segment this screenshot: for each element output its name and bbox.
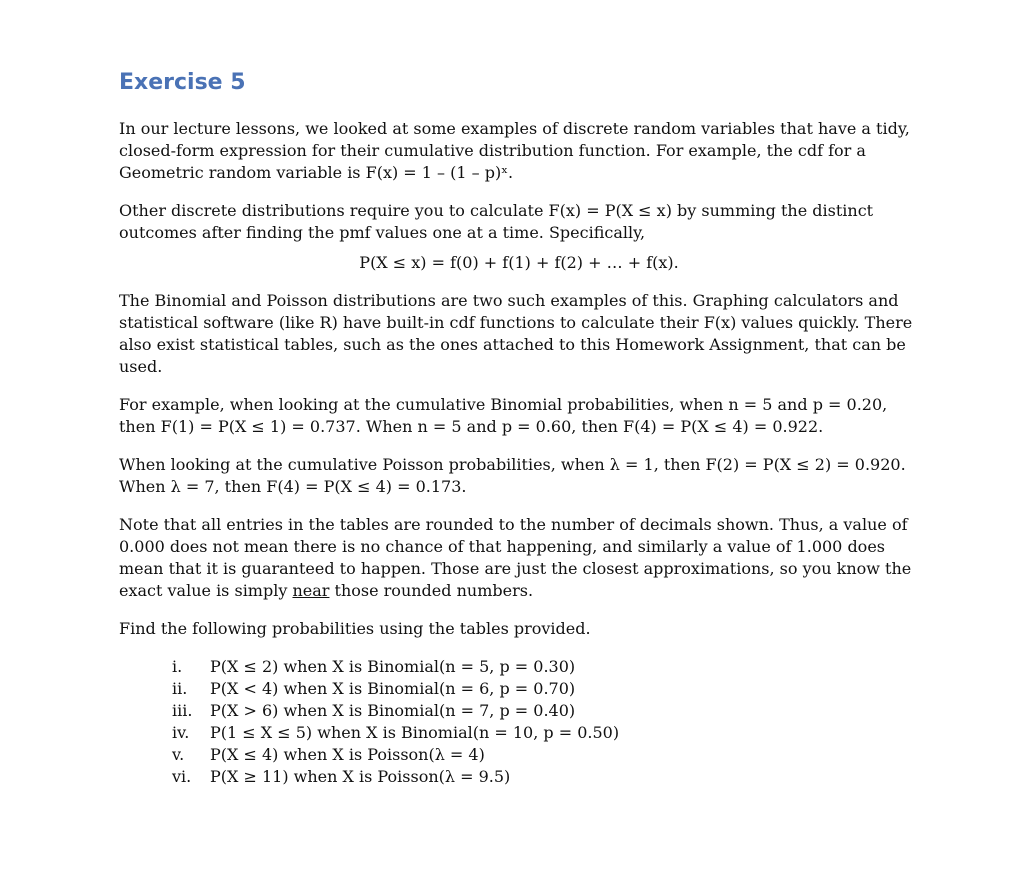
instructions-paragraph: Find the following probabilities using the tables provided. bbox=[119, 619, 591, 639]
list-item bbox=[172, 700, 919, 722]
list-item bbox=[172, 766, 919, 788]
problem-text: P(X > 6) when X is Binomial(n = 7, p = 0.40) bbox=[210, 701, 576, 721]
cdf-summing-paragraph: Other discrete distributions require you to calculate F(x) = P(X ≤ x) by summing the distinct outcomes after finding the pmf values one at a time. Specifically, bbox=[119, 201, 874, 243]
intro-paragraph: In our lecture lessons, we looked at some examples of discrete random variables that have a tidy, closed-form expression for their cumulative distribution function. For example, the cdf for a Geometric random variable is F(x) = 1 – (1 – p)ˣ. bbox=[119, 119, 910, 183]
problem-numeral: iv. bbox=[172, 723, 190, 743]
list-item bbox=[172, 722, 919, 744]
exercise-title: Exercise 5 bbox=[119, 70, 246, 95]
problem-numeral: ii. bbox=[172, 679, 188, 699]
poisson-example-paragraph: When looking at the cumulative Poisson probabilities, when λ = 1, then F(2) = P(X ≤ 2) = 0.920. When λ = 7, then F(4) = P(X ≤ 4) = 0.173. bbox=[119, 455, 906, 497]
binomial-example-paragraph: For example, when looking at the cumulative Binomial probabilities, when n = 5 and p = 0.20, then F(1) = P(X ≤ 1) = 0.737. When n = 5 and p = 0.60, then F(4) = P(X ≤ 4) = 0.922. bbox=[119, 395, 888, 437]
rounding-note-text-b: those rounded numbers. bbox=[329, 581, 534, 601]
binomial-poisson-paragraph: The Binomial and Poisson distributions are two such examples of this. Graphing calculators and statistical software (like R) have built-in cdf functions to calculate their F(x) values quickly. There also exist statistical tables, such as the ones attached to this Homework Assignment, that can be used. bbox=[119, 291, 913, 377]
problem-text: P(X ≤ 2) when X is Binomial(n = 5, p = 0.30) bbox=[210, 657, 576, 677]
rounding-note-paragraph bbox=[119, 514, 919, 602]
list-item bbox=[172, 678, 919, 700]
problem-text: P(1 ≤ X ≤ 5) when X is Binomial(n = 10, p = 0.50) bbox=[210, 723, 620, 743]
problem-text: P(X ≥ 11) when X is Poisson(λ = 9.5) bbox=[210, 767, 511, 787]
near-underlined: near bbox=[292, 581, 330, 601]
problem-text: P(X < 4) when X is Binomial(n = 6, p = 0.70) bbox=[210, 679, 576, 699]
list-item bbox=[172, 656, 919, 678]
problem-numeral: vi. bbox=[172, 767, 192, 787]
list-item bbox=[172, 744, 919, 766]
problem-numeral: v. bbox=[172, 745, 185, 765]
cdf-equation: P(X ≤ x) = f(0) + f(1) + f(2) + … + f(x). bbox=[359, 253, 679, 273]
rounding-note-text-a: Note that all entries in the tables are rounded to the number of decimals shown. Thus, a value of 0.000 does not mean there is no chance of that happening, and similarly a value of 1.000 does mean that it is guaranteed to happen. Those are just the closest approximations, so you know the exact value is simply bbox=[119, 515, 912, 601]
problem-numeral: iii. bbox=[172, 701, 193, 721]
problem-numeral: i. bbox=[172, 657, 183, 677]
document-page bbox=[119, 70, 919, 788]
problem-list bbox=[172, 656, 919, 788]
problem-text: P(X ≤ 4) when X is Poisson(λ = 4) bbox=[210, 745, 485, 765]
